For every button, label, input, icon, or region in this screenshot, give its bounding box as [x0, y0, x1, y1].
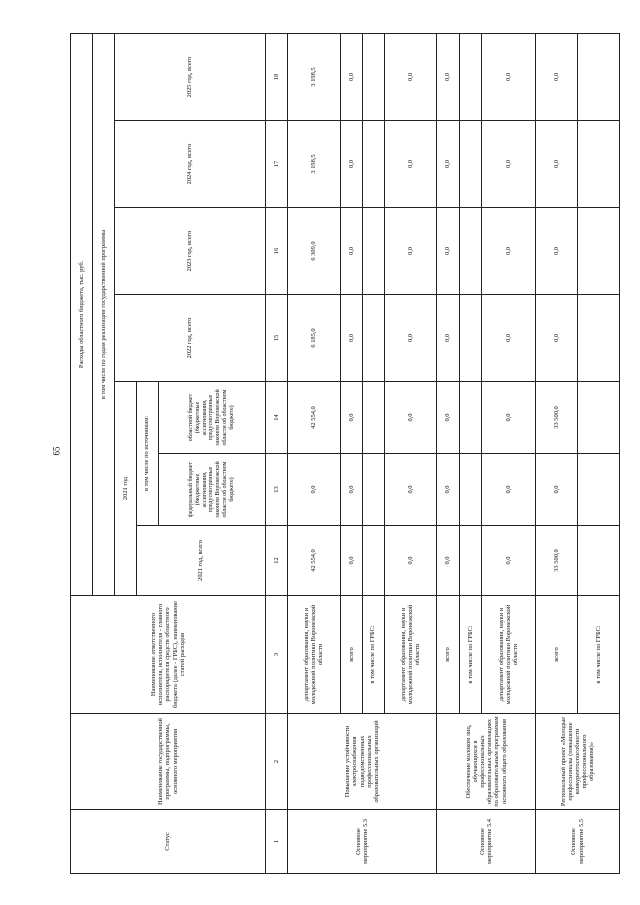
- value-cell: 0,0: [536, 208, 578, 295]
- header-2023: 2023 год, всего: [114, 208, 265, 295]
- value-cell: 33 500,0: [536, 382, 578, 454]
- executor-cell: в том числе по ГРБС:: [459, 596, 481, 714]
- column-numbers-row: [266, 33, 288, 873]
- value-cell: 0,0: [340, 295, 362, 382]
- col-num: 17: [266, 121, 288, 208]
- header-program-name: Наименование государственной программы, подпрограммы, основного мероприятия: [71, 714, 266, 810]
- col-num: 18: [266, 33, 288, 120]
- value-cell: 0,0: [437, 295, 459, 382]
- header-2025: 2025 год, всего: [114, 33, 265, 120]
- value-cell: 0,0: [288, 454, 341, 526]
- header-expenses-title: Расходы областного бюджета, тыс. руб.: [71, 33, 93, 595]
- value-cell: 0,0: [482, 208, 536, 295]
- header-2024: 2024 год, всего: [114, 121, 265, 208]
- value-cell: 0,0: [536, 295, 578, 382]
- col-num: 15: [266, 295, 288, 382]
- table-row: [437, 33, 459, 873]
- value-cell: 0,0: [340, 33, 362, 120]
- header-federal: федеральный бюджет (бюджетные ассигнования, предусмотренные законом Воронежской области об областном бюджете): [158, 454, 266, 526]
- col-num: 14: [266, 382, 288, 454]
- header-incl-sources: в том числе по источникам:: [136, 382, 158, 526]
- value-cell: 0,0: [482, 295, 536, 382]
- rotated-page: [70, 34, 620, 874]
- executor-cell: департамент образования, науки и молодежной политики Воронежской области: [288, 596, 341, 714]
- value-cell: 0,0: [536, 454, 578, 526]
- col-num: 3: [266, 596, 288, 714]
- value-cell: 3 198,5: [288, 33, 341, 120]
- measure-name-cell: Региональный проект «Молодые профессионалы (повышение конкурентоспособности профессионального образования)»: [536, 714, 620, 810]
- status-cell: Основное мероприятие 5.5: [536, 810, 620, 874]
- value-cell: 0,0: [384, 121, 437, 208]
- value-cell: 0,0: [437, 208, 459, 295]
- value-cell: 0,0: [384, 526, 437, 596]
- value-cell: 0,0: [384, 454, 437, 526]
- executor-cell: всего: [437, 596, 459, 714]
- col-num: 13: [266, 454, 288, 526]
- page-number: 65: [51, 446, 62, 456]
- value-cell: 6 309,0: [288, 208, 341, 295]
- value-cell: 0,0: [482, 526, 536, 596]
- value-cell: 0,0: [437, 33, 459, 120]
- value-cell: 0,0: [536, 33, 578, 120]
- value-cell: 42 554,0: [288, 382, 341, 454]
- header-2021-total: 2021 год, всего: [136, 526, 266, 596]
- measure-name-cell: Обеспечение молоком лиц, обучающихся в профессиональных образовательных организациях по образовательным программам основного общего образования: [437, 714, 536, 810]
- header-executor: Наименование ответственного исполнителя, исполнителя - главного распорядителя средств областного бюджета (далее - ГРБС), наименование статей расходов: [71, 596, 266, 714]
- status-cell: Основное мероприятие 5.3: [288, 810, 437, 874]
- executor-cell: всего: [340, 596, 362, 714]
- value-cell: 0,0: [536, 121, 578, 208]
- value-cell: 6 185,0: [288, 295, 341, 382]
- value-cell: 0,0: [437, 382, 459, 454]
- header-regional: областной бюджет (бюджетные ассигнования, предусмотренные законом Воронежской области об областном бюджете): [158, 382, 266, 454]
- col-num: 12: [266, 526, 288, 596]
- value-cell: 0,0: [482, 121, 536, 208]
- header-by-years: в том числе по годам реализации государственной программы: [92, 33, 114, 595]
- expenses-table: [70, 33, 620, 874]
- value-cell: 0,0: [482, 33, 536, 120]
- header-2022: 2022 год, всего: [114, 295, 265, 382]
- value-cell: 0,0: [384, 208, 437, 295]
- value-cell: 0,0: [340, 121, 362, 208]
- col-num: 16: [266, 208, 288, 295]
- measure-name-cell: Повышение устойчивости электроснабжения подведомственных профессиональных образовательных организаций: [288, 714, 437, 810]
- value-cell: 0,0: [384, 382, 437, 454]
- table-row: [536, 33, 578, 873]
- value-cell: 0,0: [340, 454, 362, 526]
- header-year-2021: 2021 год: [114, 382, 136, 596]
- value-cell: 42 554,0: [288, 526, 341, 596]
- executor-cell: департамент образования, науки и молодежной политики Воронежской области: [482, 596, 536, 714]
- value-cell: 0,0: [340, 208, 362, 295]
- value-cell: 0,0: [384, 295, 437, 382]
- value-cell: 0,0: [437, 121, 459, 208]
- header-status: Статус: [71, 810, 266, 874]
- value-cell: 0,0: [437, 454, 459, 526]
- value-cell: 0,0: [340, 382, 362, 454]
- value-cell: 0,0: [437, 526, 459, 596]
- status-cell: Основное мероприятие 5.4: [437, 810, 536, 874]
- table-row: [288, 33, 341, 873]
- value-cell: 0,0: [482, 454, 536, 526]
- col-num: 1: [266, 810, 288, 874]
- executor-cell: в том числе по ГРБС:: [362, 596, 384, 714]
- executor-cell: в том числе по ГРБС:: [578, 596, 620, 714]
- value-cell: 0,0: [384, 33, 437, 120]
- header-row-1: [71, 33, 93, 873]
- col-num: 2: [266, 714, 288, 810]
- executor-cell: департамент образования, науки и молодежной политики Воронежской области: [384, 596, 437, 714]
- value-cell: 33 500,0: [536, 526, 578, 596]
- value-cell: 0,0: [482, 382, 536, 454]
- value-cell: 0,0: [340, 526, 362, 596]
- executor-cell: всего: [536, 596, 578, 714]
- value-cell: 3 198,5: [288, 121, 341, 208]
